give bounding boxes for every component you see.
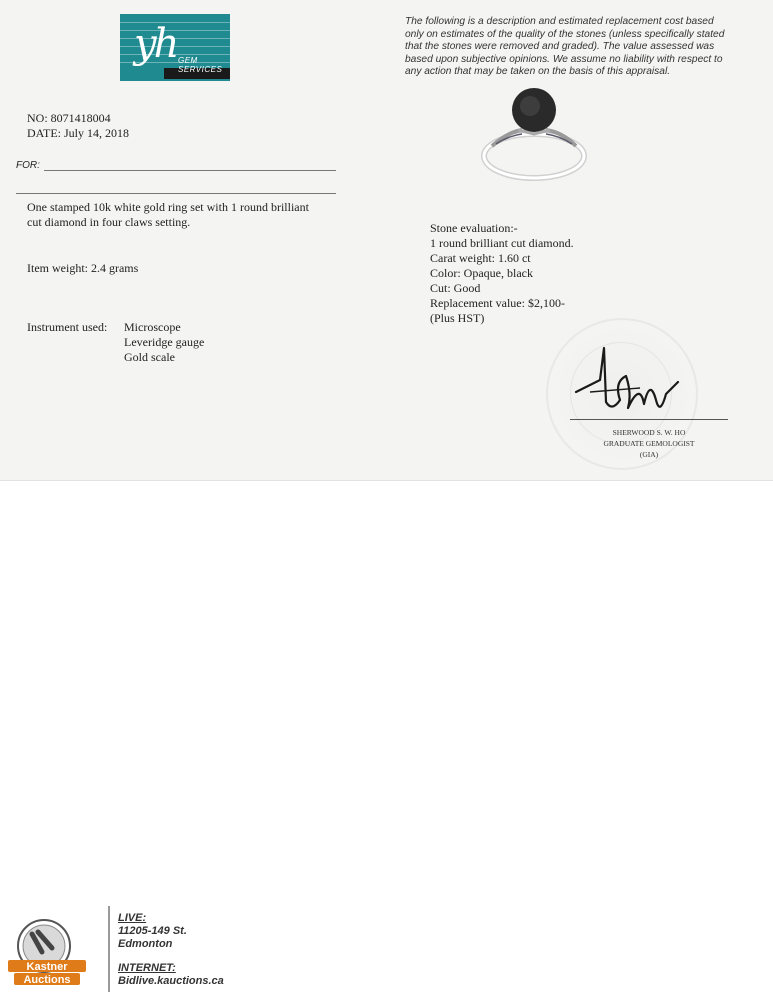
ring-photo <box>478 86 590 186</box>
record-number: NO: 8071418004 <box>27 111 111 125</box>
live-address-line-2: Edmonton <box>118 938 173 950</box>
description-line-2: cut diamond in four claws setting. <box>27 215 191 229</box>
stone-evaluation-line: Color: Opaque, black <box>430 266 533 280</box>
live-label: LIVE: <box>118 912 147 924</box>
logo-mark: yh <box>134 21 177 67</box>
separator-line <box>16 193 336 194</box>
stone-evaluation-line: Cut: Good <box>430 281 481 295</box>
disclaimer-text: The following is a description and estimated replacement cost based only on estimates of the quality of the stones (unless specifically stated that the stones were removed and graded). The value assessed was based upon subjective opinions. We assume no liability with respect to any action that may be taken on the basis of this appraisal. <box>405 16 725 78</box>
signer-name: SHERWOOD S. W. HO <box>612 428 686 437</box>
description-line-1: One stamped 10k white gold ring set with 1 round brilliant <box>27 200 309 214</box>
instrument-item: Microscope <box>124 320 181 334</box>
yh-gem-services-logo <box>120 14 230 81</box>
logo-brand-top: Kastner <box>26 961 68 973</box>
signer-title: GRADUATE GEMOLOGIST <box>603 439 695 448</box>
website-link[interactable]: Bidlive.kauctions.ca <box>118 975 224 987</box>
stone-evaluation-line: 1 round brilliant cut diamond. <box>430 236 574 250</box>
handwritten-signature <box>570 342 682 420</box>
kastner-auctions-logo <box>8 918 86 988</box>
record-date: DATE: July 14, 2018 <box>27 126 129 140</box>
stone-evaluation-line: Carat weight: 1.60 ct <box>430 251 531 265</box>
for-line <box>44 170 336 171</box>
footer-divider <box>108 906 110 992</box>
appraisal-certificate <box>0 0 773 481</box>
signature-line <box>570 419 728 420</box>
stone-evaluation-line: Replacement value: $2,100- <box>430 296 565 310</box>
instrument-item: Leveridge gauge <box>124 335 205 349</box>
stone-evaluation-line: (Plus HST) <box>430 311 485 325</box>
instrument-item: Gold scale <box>124 350 175 364</box>
signer-certification: (GIA) <box>639 450 659 459</box>
logo-brand-bottom: Auctions <box>23 974 71 986</box>
live-address-line-1: 11205-149 St. <box>118 925 187 937</box>
for-label: FOR: <box>16 160 40 171</box>
instrument-label: Instrument used: <box>27 320 108 334</box>
internet-label: INTERNET: <box>118 962 176 974</box>
item-weight: Item weight: 2.4 grams <box>27 261 139 275</box>
logo-brand-text: GEM SERVICES <box>178 56 223 74</box>
stone-evaluation-heading: Stone evaluation:- <box>430 221 518 235</box>
